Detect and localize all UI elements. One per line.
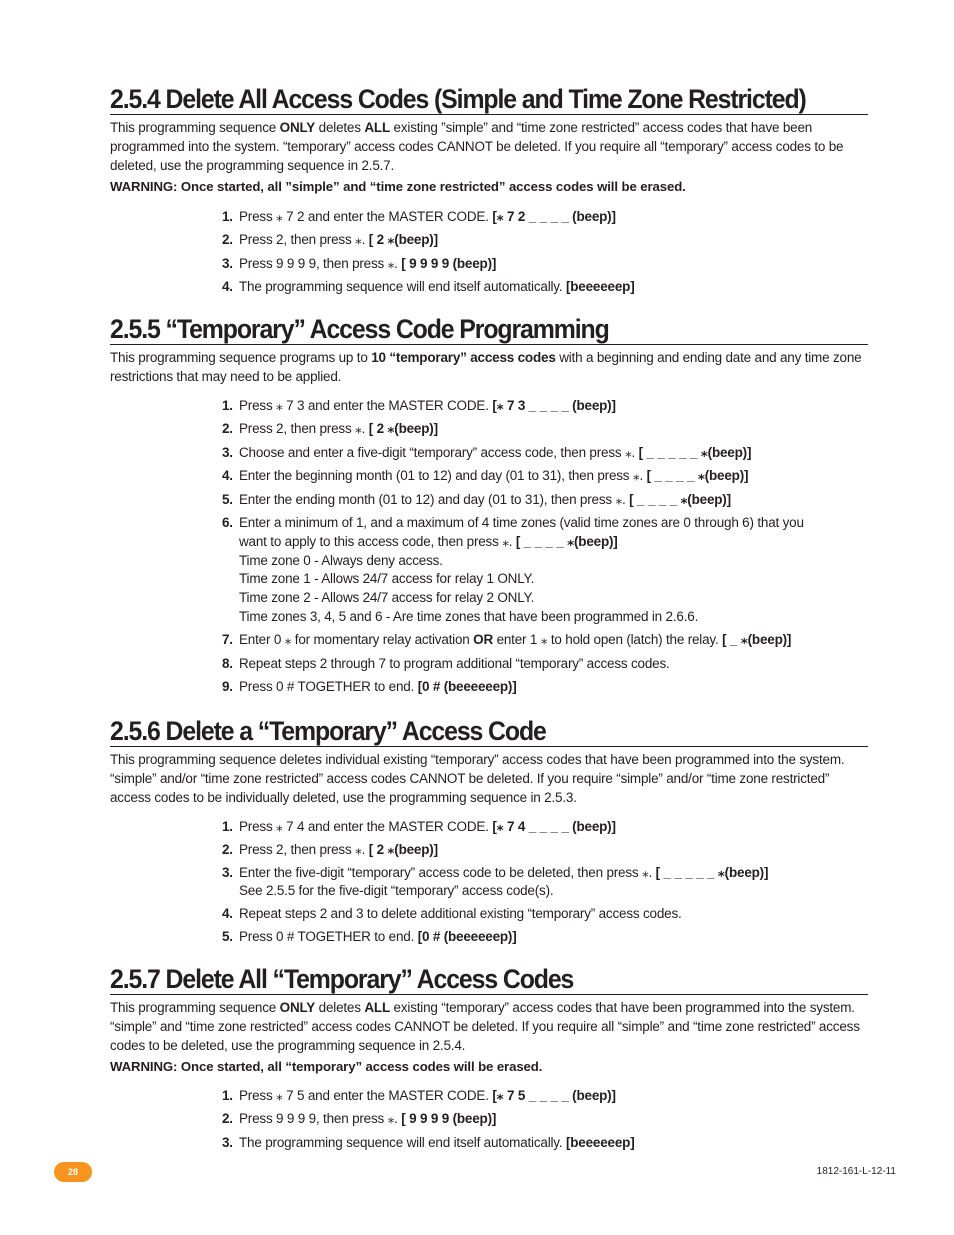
step-text: Press ⁎ 7 3 and enter the MASTER CODE. bbox=[239, 398, 493, 413]
text-run: existing ”simple” and “time zone restricted” access codes that have been programmed into the system. “temporary” access codes CANNOT be deleted. If you require all “temporary” access codes to be deleted, use the programming sequence in 2.5.7. bbox=[110, 120, 844, 173]
step-item bbox=[222, 841, 882, 860]
step-number: 1. bbox=[222, 209, 233, 224]
step-number: 1. bbox=[222, 819, 233, 834]
step-number: 4. bbox=[222, 906, 233, 922]
step-text: The programming sequence will end itself automatically. bbox=[239, 1134, 566, 1150]
key-sequence: [beeeeeep] bbox=[565, 279, 635, 295]
heading-rule bbox=[110, 746, 868, 747]
step-item bbox=[222, 491, 882, 510]
step-text: Repeat steps 2 through 7 to program additional “temporary” access codes. bbox=[239, 655, 670, 671]
bold-run: ONLY bbox=[279, 1000, 316, 1015]
step-item bbox=[222, 928, 882, 947]
key-sequence: [0 # (beeeeeep)] bbox=[417, 928, 517, 944]
step-item bbox=[222, 1110, 882, 1129]
steps-2-5-5 bbox=[222, 397, 882, 702]
step-number: 3. bbox=[222, 444, 233, 460]
step-text: Enter the beginning month (01 to 12) and day (01 to 31), then press ⁎. bbox=[239, 468, 647, 484]
heading-rule bbox=[110, 344, 868, 345]
step-item bbox=[222, 678, 882, 697]
key-sequence: [ 9 9 9 9 (beep)] bbox=[401, 1111, 497, 1127]
step-text: Press 2, then press ⁎. bbox=[239, 421, 369, 437]
step-item bbox=[222, 208, 882, 227]
section-2-5-4 bbox=[110, 84, 868, 194]
page-number-badge: 28 bbox=[54, 1162, 92, 1182]
section-2-5-7 bbox=[110, 964, 868, 1074]
step-number: 5. bbox=[222, 491, 233, 507]
section-heading: 2.5.5 “Temporary” Access Code Programming bbox=[110, 314, 609, 344]
step-number: 2. bbox=[222, 1111, 233, 1127]
step-text: Enter the ending month (01 to 12) and day (01 to 31), then press ⁎. bbox=[239, 491, 630, 507]
key-sequence: [ _ _ _ _ ⁎(beep)] bbox=[629, 491, 731, 507]
step-number: 4. bbox=[222, 468, 233, 484]
step-text: Repeat steps 2 and 3 to delete additional existing “temporary” access codes. bbox=[239, 906, 682, 922]
step-number: 1. bbox=[222, 1088, 233, 1103]
bold-run: 10 “temporary” access codes bbox=[371, 350, 556, 365]
text-run: deletes bbox=[315, 120, 365, 135]
step-text: Press 0 # TOGETHER to end. bbox=[239, 928, 418, 944]
key-sequence: [ 2 ⁎(beep)] bbox=[368, 232, 438, 248]
text-run: This programming sequence programs up to bbox=[110, 350, 372, 365]
section-2-5-5 bbox=[110, 314, 868, 387]
step-number: 2. bbox=[222, 841, 233, 857]
step-item bbox=[222, 905, 882, 924]
step-number: 3. bbox=[222, 255, 233, 271]
step-text: Press 0 # TOGETHER to end. bbox=[239, 679, 418, 695]
key-sequence: [ _ _ _ _ ⁎(beep)] bbox=[646, 468, 749, 484]
section-intro bbox=[110, 119, 868, 175]
step-number: 5. bbox=[222, 928, 233, 944]
bold-run: ALL bbox=[364, 1000, 390, 1015]
section-heading: 2.5.6 Delete a “Temporary” Access Code bbox=[110, 716, 546, 746]
step-number: 1. bbox=[222, 398, 233, 413]
step-text: Enter the five-digit “temporary” access code to be deleted, then press ⁎. bbox=[239, 864, 656, 880]
section-2-5-6 bbox=[110, 716, 868, 807]
step-item bbox=[222, 864, 882, 902]
step-note: Time zones 3, 4, 5 and 6 - Are time zones that have been programmed in 2.6.6. bbox=[239, 608, 699, 624]
key-sequence: [⁎ 7 5 _ _ _ _ (beep)] bbox=[492, 1088, 616, 1103]
steps-2-5-7 bbox=[222, 1087, 882, 1157]
key-sequence: [⁎ 7 3 _ _ _ _ (beep)] bbox=[492, 398, 616, 413]
step-item bbox=[222, 397, 882, 416]
warning-text: WARNING: Once started, all ”simple” and “time zone restricted” access codes will be erased. bbox=[110, 179, 686, 195]
bold-run: ONLY bbox=[279, 120, 316, 135]
key-sequence: [ 2 ⁎(beep)] bbox=[368, 421, 438, 437]
step-text: Choose and enter a five-digit “temporary” access code, then press ⁎. bbox=[239, 444, 639, 460]
text-run: existing “temporary” access codes that have been programmed into the system. “simple” and “time zone restricted” access codes CANNOT be deleted. If you require all “simple” and “time zone restricted” access codes to be deleted, use the programming sequence in 2.5.4. bbox=[110, 1000, 860, 1053]
step-item bbox=[222, 231, 882, 250]
step-item bbox=[222, 467, 882, 486]
step-item bbox=[222, 420, 882, 439]
text-run: This programming sequence bbox=[110, 1000, 280, 1015]
step-note: Time zone 1 - Allows 24/7 access for relay 1 ONLY. bbox=[239, 571, 535, 587]
key-sequence: [ _ _ _ _ ⁎(beep)] bbox=[515, 533, 618, 549]
step-number: 2. bbox=[222, 421, 233, 437]
step-text: Enter a minimum of 1, and a maximum of 4 time zones (valid time zones are 0 through 6) that you bbox=[239, 514, 804, 530]
step-text: Press 9 9 9 9, then press ⁎. bbox=[239, 1111, 402, 1127]
key-sequence: [⁎ 7 4 _ _ _ _ (beep)] bbox=[492, 819, 616, 834]
step-number: 3. bbox=[222, 1134, 233, 1150]
steps-2-5-4 bbox=[222, 208, 882, 302]
document-code: 1812-161-L-12-11 bbox=[816, 1166, 896, 1177]
step-item bbox=[222, 278, 882, 297]
step-text: Press ⁎ 7 5 and enter the MASTER CODE. bbox=[239, 1088, 493, 1103]
step-number: 7. bbox=[222, 632, 233, 648]
step-text: Enter 0 ⁎ for momentary relay activation bbox=[239, 632, 474, 648]
text-run: This programming sequence deletes individual existing “temporary” access codes that have been programmed into the system. “simple” and/or “time zone restricted” access codes CANNOT be deleted. If you require “simple” and/or “time zone restricted” access codes to be individually deleted, use the programming sequence in 2.5.3. bbox=[110, 752, 845, 805]
step-item bbox=[222, 631, 882, 650]
heading-rule bbox=[110, 994, 868, 995]
step-text: Press 2, then press ⁎. bbox=[239, 841, 369, 857]
text-run: This programming sequence bbox=[110, 120, 280, 135]
key-sequence: [ _ _ _ _ _ ⁎(beep)] bbox=[655, 864, 769, 880]
step-item bbox=[222, 1087, 882, 1106]
step-note: Time zone 2 - Allows 24/7 access for relay 2 ONLY. bbox=[239, 590, 535, 606]
section-heading: 2.5.7 Delete All “Temporary” Access Codes bbox=[110, 964, 574, 994]
section-intro bbox=[110, 349, 868, 387]
step-text: want to apply to this access code, then press ⁎. bbox=[239, 533, 516, 549]
step-item bbox=[222, 655, 882, 674]
step-item bbox=[222, 514, 882, 627]
step-item bbox=[222, 1134, 882, 1153]
step-text: Press 2, then press ⁎. bbox=[239, 232, 369, 248]
key-sequence: [ _ ⁎(beep)] bbox=[722, 632, 792, 648]
step-item bbox=[222, 255, 882, 274]
section-intro bbox=[110, 751, 868, 807]
key-sequence: [ 2 ⁎(beep)] bbox=[368, 841, 438, 857]
step-note: Time zone 0 - Always deny access. bbox=[239, 552, 443, 568]
step-note: See 2.5.5 for the five-digit “temporary” access code(s). bbox=[239, 883, 554, 899]
key-sequence: [0 # (beeeeeep)] bbox=[417, 679, 517, 695]
step-number: 3. bbox=[222, 864, 233, 880]
steps-2-5-6 bbox=[222, 818, 882, 951]
warning-text: WARNING: Once started, all “temporary” access codes will be erased. bbox=[110, 1059, 543, 1075]
heading-rule bbox=[110, 114, 868, 115]
key-sequence: [⁎ 7 2 _ _ _ _ (beep)] bbox=[492, 209, 616, 224]
step-text: The programming sequence will end itself automatically. bbox=[239, 279, 566, 295]
bold-run: ALL bbox=[364, 120, 390, 135]
step-emphasis: OR bbox=[473, 632, 494, 648]
step-item bbox=[222, 444, 882, 463]
step-item bbox=[222, 818, 882, 837]
step-number: 2. bbox=[222, 232, 233, 248]
step-text: Press ⁎ 7 2 and enter the MASTER CODE. bbox=[239, 209, 493, 224]
section-intro bbox=[110, 999, 868, 1055]
step-text: Press ⁎ 7 4 and enter the MASTER CODE. bbox=[239, 819, 493, 834]
key-sequence: [ 9 9 9 9 (beep)] bbox=[401, 255, 497, 271]
step-text: enter 1 ⁎ to hold open (latch) the relay. bbox=[493, 632, 723, 648]
step-number: 9. bbox=[222, 679, 233, 695]
step-number: 4. bbox=[222, 279, 233, 295]
section-heading: 2.5.4 Delete All Access Codes (Simple and Time Zone Restricted) bbox=[110, 84, 806, 114]
text-run: with a beginning and ending date and any time zone restrictions that may need to be applied. bbox=[110, 350, 862, 384]
key-sequence: [ _ _ _ _ _ ⁎(beep)] bbox=[638, 444, 752, 460]
step-text: Press 9 9 9 9, then press ⁎. bbox=[239, 255, 402, 271]
step-number: 8. bbox=[222, 655, 233, 671]
text-run: deletes bbox=[315, 1000, 365, 1015]
key-sequence: [beeeeeep] bbox=[565, 1134, 635, 1150]
step-number: 6. bbox=[222, 514, 233, 530]
